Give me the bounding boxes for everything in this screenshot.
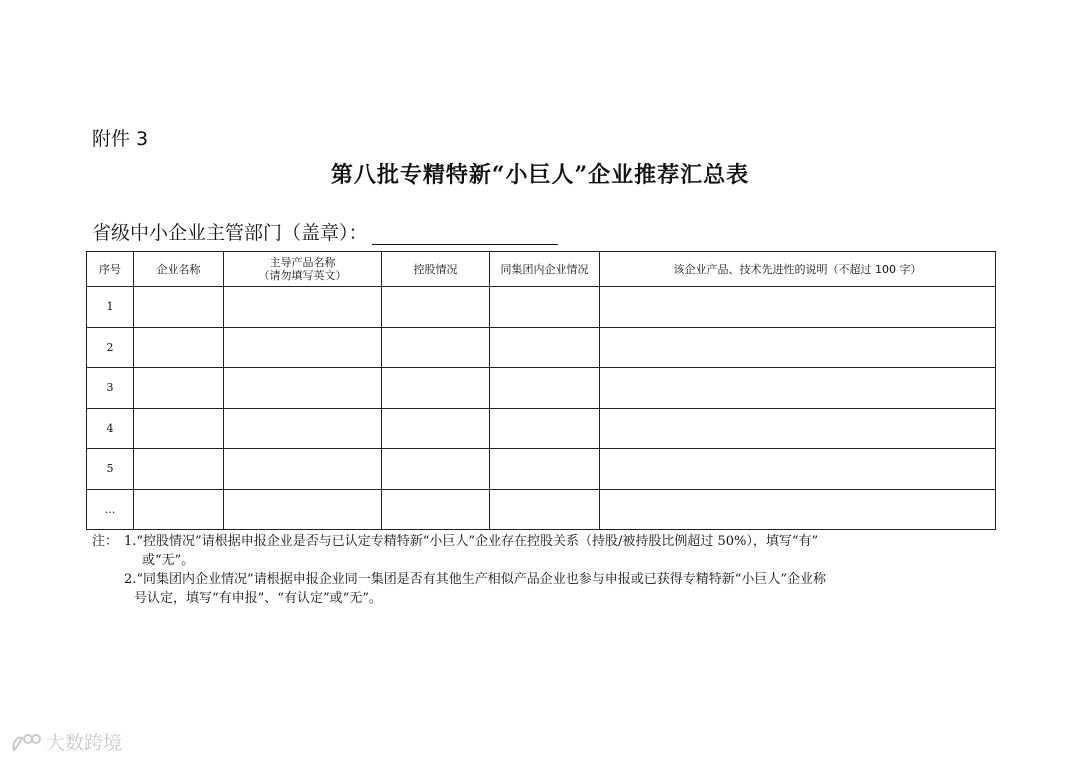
note-number: 2. — [124, 572, 137, 587]
table-cell[interactable] — [600, 327, 996, 368]
table-row — [87, 449, 996, 490]
dept-label: 省级中小企业主管部门（盖章）： — [92, 222, 368, 244]
table-cell[interactable] — [490, 489, 600, 530]
table-cell[interactable] — [490, 449, 600, 490]
table-cell[interactable] — [600, 287, 996, 328]
watermark — [10, 728, 122, 755]
header-cell: 同集团内企业情况 — [490, 252, 600, 287]
table-cell[interactable] — [134, 449, 224, 490]
table-cell[interactable] — [134, 287, 224, 328]
page-title: 第八批专精特新“小巨人”企业推荐汇总表 — [330, 162, 750, 188]
table-row — [87, 287, 996, 328]
header-cell: 企业名称 — [134, 252, 224, 287]
dept-signature-line — [372, 222, 558, 245]
table-cell[interactable] — [490, 368, 600, 409]
table-cell[interactable] — [224, 368, 382, 409]
table-cell[interactable] — [382, 327, 490, 368]
table-row — [87, 327, 996, 368]
table-header-row — [87, 252, 996, 287]
table-cell[interactable] — [600, 449, 996, 490]
row-number: 3 — [87, 368, 134, 409]
note-text-cont: 或“无”。 — [142, 553, 195, 568]
table-cell[interactable] — [490, 287, 600, 328]
attachment-label: 附件 3 — [92, 128, 149, 150]
table-cell[interactable] — [224, 449, 382, 490]
note-text: “同集团内企业情况”请根据申报企业同一集团是否有其他生产相似产品企业也参与申报或已获得专精特新“小巨人”企业称 — [136, 572, 826, 587]
header-cell: 主导产品名称 （请勿填写英文） — [224, 252, 382, 287]
table-cell[interactable] — [382, 408, 490, 449]
note-number: 1. — [124, 534, 137, 549]
table-cell[interactable] — [382, 449, 490, 490]
header-cell: 控股情况 — [382, 252, 490, 287]
row-number: 1 — [87, 287, 134, 328]
watermark-text: 大数跨境 — [46, 732, 123, 754]
table-cell[interactable] — [134, 489, 224, 530]
table-cell[interactable] — [600, 408, 996, 449]
notes-prefix: 注： — [92, 534, 119, 549]
table-cell[interactable] — [600, 489, 996, 530]
table-cell[interactable] — [382, 287, 490, 328]
table-cell[interactable] — [134, 368, 224, 409]
dept-field — [92, 218, 558, 245]
row-number: ... — [87, 489, 134, 530]
table-cell[interactable] — [224, 287, 382, 328]
table-row — [87, 489, 996, 530]
table-cell[interactable] — [490, 408, 600, 449]
note-item — [92, 532, 992, 570]
table-cell[interactable] — [224, 327, 382, 368]
notes-section — [92, 532, 992, 608]
table-cell[interactable] — [382, 489, 490, 530]
note-text: “控股情况”请根据申报企业是否与已认定专精特新“小巨人”企业存在控股关系（持股/被持股比例超过 50%），填写“有” — [136, 534, 819, 549]
table-cell[interactable] — [490, 327, 600, 368]
row-number: 2 — [87, 327, 134, 368]
table-cell[interactable] — [600, 368, 996, 409]
header-cell: 序号 — [87, 252, 134, 287]
brand-logo-icon — [10, 730, 42, 754]
note-text-cont: 号认定，填写“有申报”、“有认定”或“无”。 — [134, 591, 382, 606]
table-cell[interactable] — [224, 408, 382, 449]
row-number: 5 — [87, 449, 134, 490]
note-item — [92, 570, 992, 608]
table-cell[interactable] — [382, 368, 490, 409]
row-number: 4 — [87, 408, 134, 449]
header-cell: 该企业产品、技术先进性的说明（不超过 100 字） — [600, 252, 996, 287]
summary-table — [86, 251, 996, 530]
table-row — [87, 408, 996, 449]
table-cell[interactable] — [134, 327, 224, 368]
table-cell[interactable] — [134, 408, 224, 449]
table-cell[interactable] — [224, 489, 382, 530]
table-row — [87, 368, 996, 409]
